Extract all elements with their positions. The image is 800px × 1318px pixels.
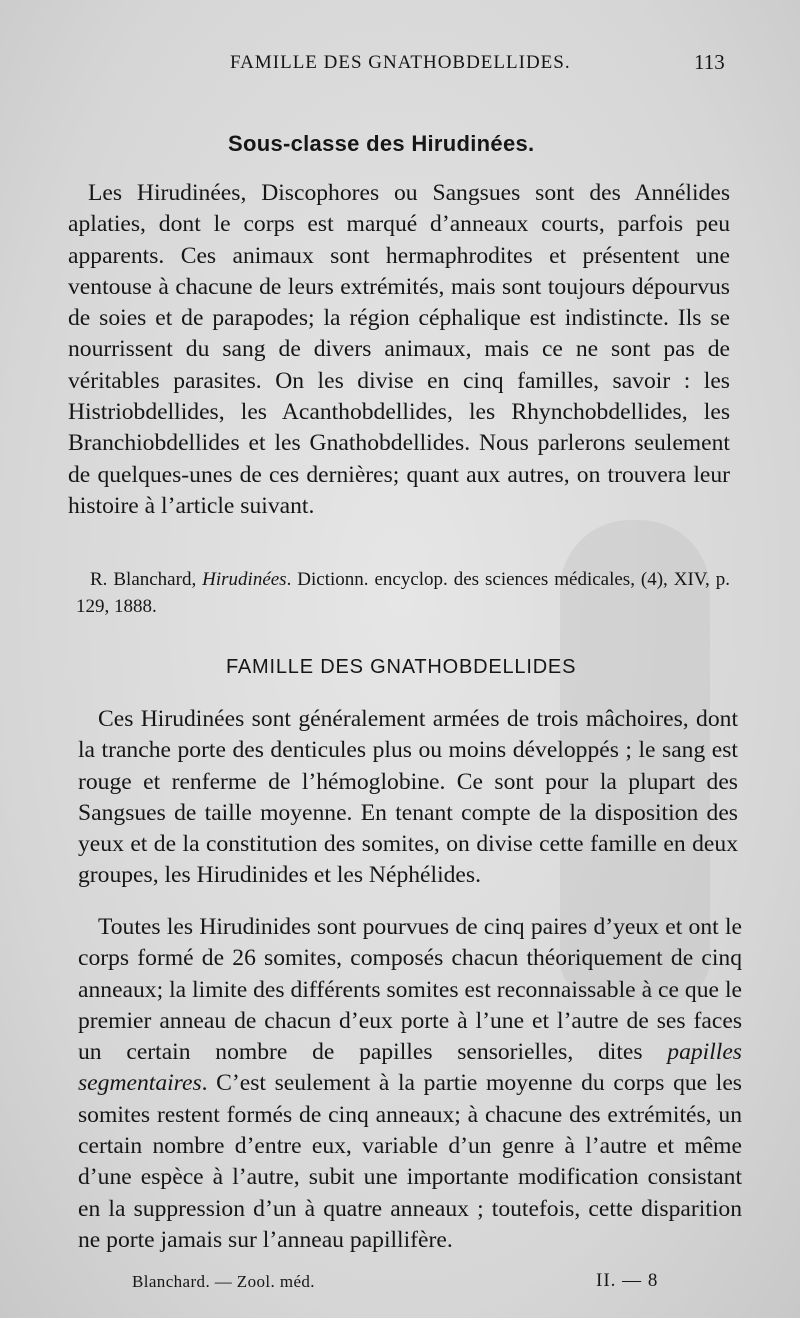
hirudinides-text-start: Toutes les Hirudinides sont pourvues de cinq paires d’yeux et ont le corps formé de 26 somites, composés chacun théoriquement de cinq anneaux; la limite des différents somites est reconnaissable à ce que le premier anneau de chacun d’eux porte à l’une et l’autre de ses faces un certain nombre de papilles sensorielles, dites	[78, 914, 742, 1066]
family-heading: FAMILLE DES GNATHOBDELLIDES	[226, 656, 577, 678]
reference-details: . Dictionn. encyclop. des sciences médicales, (4), XIV, p. 129, 1888.	[76, 569, 730, 617]
page-number: 113	[694, 50, 725, 74]
footer-author: Blanchard. — Zool. méd.	[132, 1272, 315, 1291]
section-title: Sous-classe des Hirudinées.	[228, 131, 535, 156]
reference-author: R. Blanchard,	[90, 569, 203, 590]
running-head	[0, 48, 800, 78]
bibliographic-reference	[76, 566, 730, 620]
signature-mark: II. — 8	[596, 1270, 659, 1291]
intro-paragraph: Les Hirudinées, Discophores ou Sangsues sont des Annélides aplaties, dont le corps est marqué d’anneaux courts, parfois peu apparents. Ces animaux sont hermaphrodites et présentent une ventouse à chacune de leurs extrémités, mais sont toujours dépourvus de soies et de parapodes; la région céphalique est indistincte. Ils se nourrissent du sang de divers animaux, mais ce ne sont pas de véritables parasites. On les divise en cinq familles, savoir : les Histriobdellides, les Acanthobdellides, les Rhynchobdellides, les Branchiobdellides et les Gnathobdellides. Nous parlerons seulement de quelques-unes de ces dernières; quant aux autres, on trouvera leur histoire à l’article suivant.	[68, 180, 730, 519]
page-footer	[0, 1268, 800, 1298]
running-title: FAMILLE DES GNATHOBDELLIDES.	[230, 52, 571, 73]
family-description-paragraph: Ces Hirudinées sont généralement armées de trois mâchoires, dont la tranche porte des denticules plus ou moins développés ; le sang est rouge et renferme de l’hémoglobine. Ce sont pour la plupart des Sangsues de taille moyenne. En tenant compte de la disposition des yeux et de la constitution des somites, on divise cette famille en deux groupes, les Hirudinides et les Néphélides.	[78, 706, 738, 889]
reference-title: Hirudinées	[202, 569, 287, 590]
hirudinides-paragraph	[78, 912, 742, 1256]
hirudinides-text-end: . C’est seulement à la partie moyenne du corps que les somites restent formés de cinq anneaux; à chacune des extrémités, un certain nombre d’entre eux, variable d’un genre à l’autre et même d’une espèce à l’autre, subit une importante modification consistant en la suppression d’un à quatre anneaux ; toutefois, cette disparition ne porte jamais sur l’anneau papillifère.	[78, 1070, 742, 1253]
italic-term: papilles segmentaires	[78, 1039, 742, 1097]
